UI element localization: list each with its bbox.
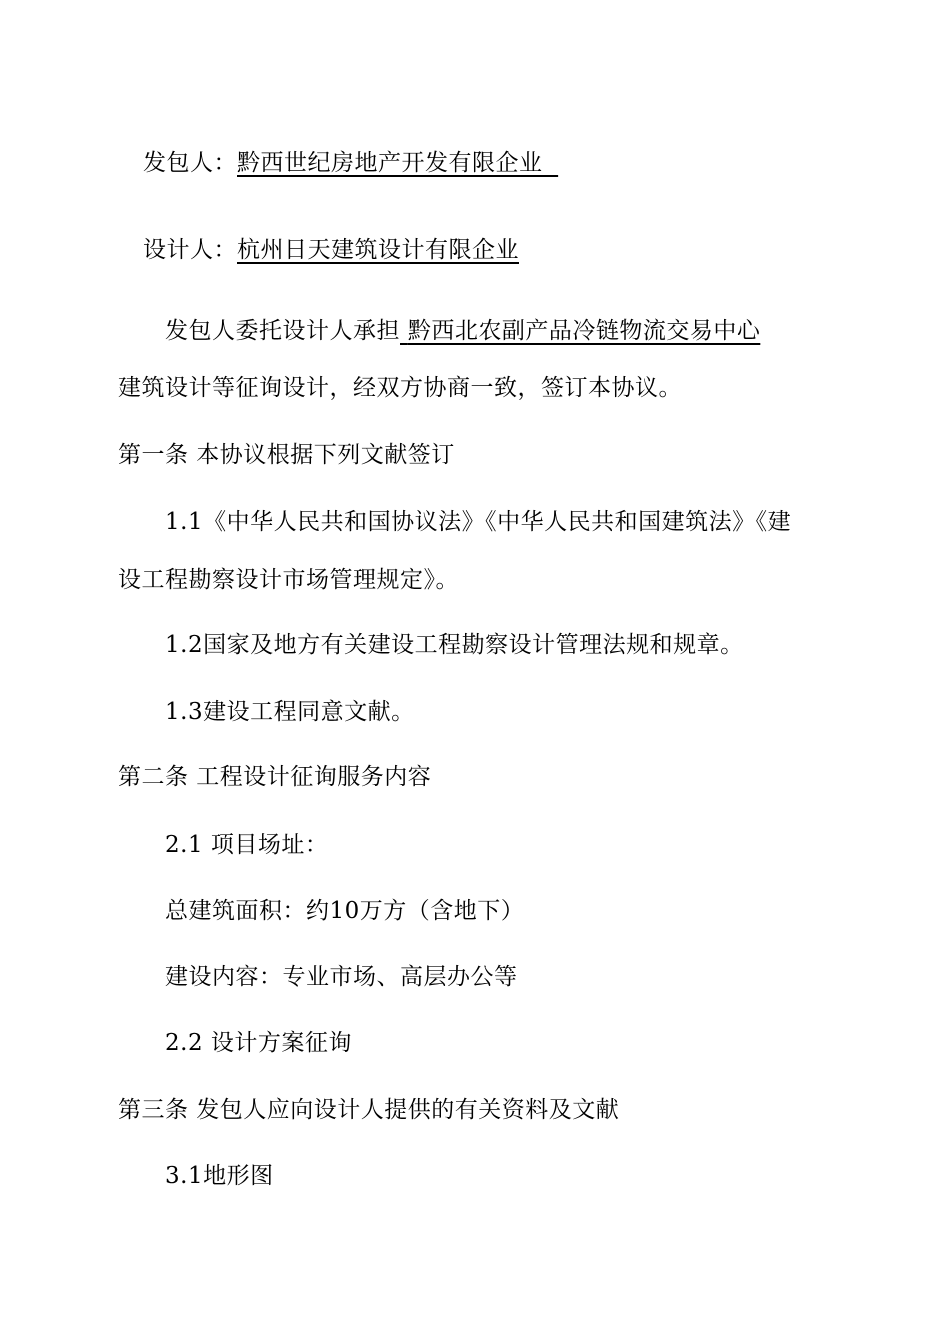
designer-line: [143, 235, 519, 265]
article-2-heading: 第二条 工程设计征询服务内容: [118, 764, 432, 790]
item-1-2: 1.2国家及地方有关建设工程勘察设计管理法规和规章。: [165, 632, 744, 658]
employer-line: [143, 148, 558, 178]
total-area: 总建筑面积：约10万方（含地下）: [165, 898, 525, 924]
intro-prefix: 发包人委托设计人承担: [165, 318, 400, 344]
project-name-text: 黔西北农副产品冷链物流交易中心: [407, 318, 761, 344]
item-2-1: 2.1 项目场址：: [165, 832, 329, 858]
intro-line-1: [165, 316, 760, 346]
project-name: [400, 318, 760, 344]
employer-label: 发包人：: [143, 150, 237, 176]
construction-content: 建设内容：专业市场、高层办公等: [165, 964, 518, 990]
item-1-1-line-2: 设工程勘察设计市场管理规定》。: [118, 567, 459, 593]
item-3-1: 3.1地形图: [165, 1163, 274, 1189]
designer-label: 设计人：: [143, 237, 237, 263]
item-1-3: 1.3建设工程同意文献。: [165, 699, 415, 725]
designer-name: 杭州日天建筑设计有限企业: [237, 237, 519, 263]
employer-name: 黔西世纪房地产开发有限企业: [237, 150, 543, 176]
employer-underline-pad: [543, 150, 559, 176]
article-3-heading: 第三条 发包人应向设计人提供的有关资料及文献: [118, 1097, 620, 1123]
item-2-2: 2.2 设计方案征询: [165, 1030, 352, 1056]
intro-line-2: 建筑设计等征询设计，经双方协商一致，签订本协议。: [118, 375, 682, 401]
item-1-1-line-1: 1.1《中华人民共和国协议法》《中华人民共和国建筑法》《建: [165, 509, 792, 535]
article-1-heading: 第一条 本协议根据下列文献签订: [118, 442, 455, 468]
